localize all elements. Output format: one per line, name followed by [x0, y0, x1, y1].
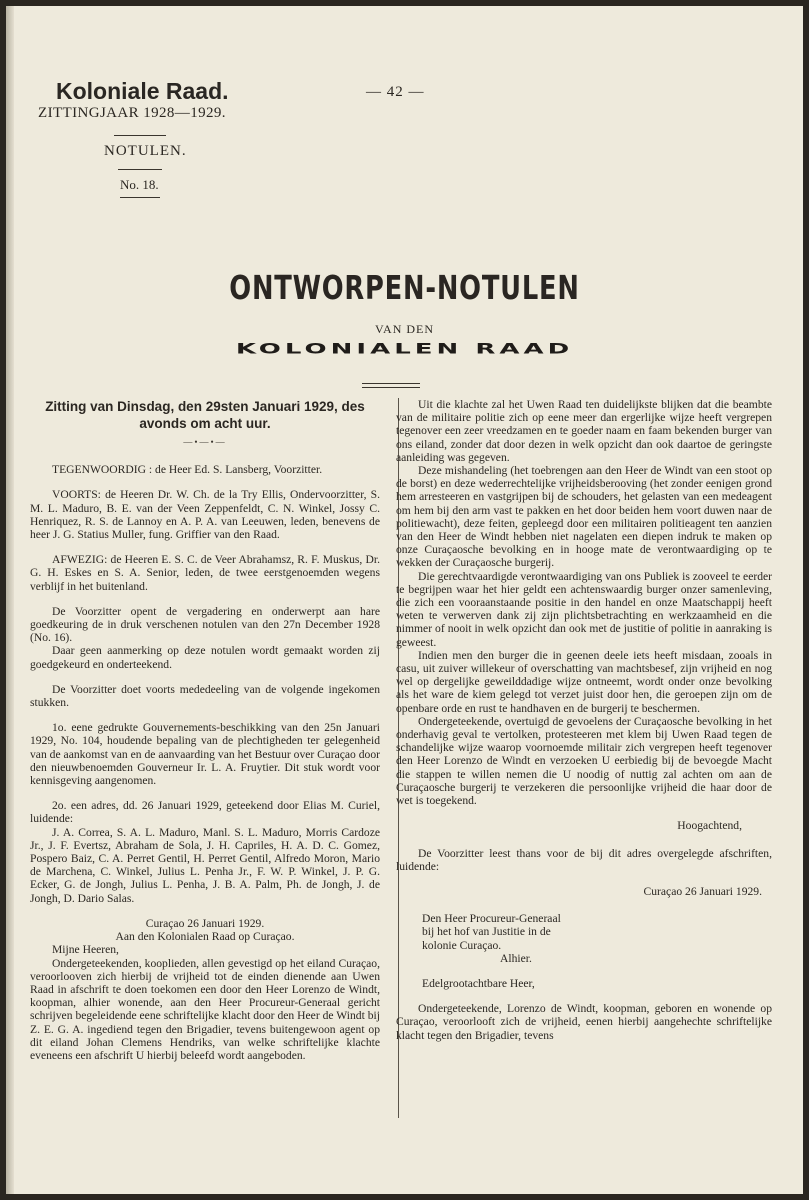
paragraph-item-2: 2o. een adres, dd. 26 Januari 1929, geteekend door Elias M. Curiel, luidende:	[30, 799, 380, 826]
letter-salutation: Mijne Heeren,	[52, 943, 119, 957]
document-page	[6, 6, 803, 1194]
complaint-paragraph-3: Die gerechtvaardigde verontwaardiging van ons Publiek is zooveel te eerder te begrijpen waar het hier geldt een achtenswaardig burger onzer samenleving, die zich een vooraanstaande positie in den handel en onze Maatschappij heeft weten te verwerven dank zij zijn plichtsbetrachting en werkzaamheid en die nimmer of nooit in welk opzicht dan ook met de justitie of politie in aanraking is geweest.	[396, 569, 772, 649]
notulen-label: NOTULEN.	[104, 143, 187, 159]
session-heading: Zitting van Dinsdag, den 29sten Januari 1929, des avonds om acht uur.	[45, 399, 365, 431]
copy-salutation: Edelgrootachtbare Heer,	[422, 976, 535, 990]
address-line-1: Den Heer Procureur-Generaal	[422, 912, 561, 926]
signatories-list: J. A. Correa, S. A. L. Maduro, Manl. S. L. Maduro, Morris Cardoze Jr., J. F. Evertsz, Abraham de Sola, J. H. Capriles, H. A. D. C. Gomez, Pospero Baiz, C. A. Perret Gentil, H. Perret Gentil, Alfredo Moron, Mario de Marchena, C. Winkel, Julius L. Penha Jr., F. W. P. Winkel, J. P. G. Ecker, G. de Jongh, Julius L. Penha, J. B. A. Palm, Ph. de Jongh, J. de Jongh, D. Dario Salas.	[30, 825, 380, 905]
paragraph-opening: De Voorzitter opent de vergadering en onderwerpt aan hare goedkeuring de in druk verschenen notulen van den 27n December 1928 (No. 16).	[30, 604, 380, 645]
page-number: — 42 —	[366, 84, 425, 100]
letter-closing: Hoogachtend,	[677, 819, 742, 833]
title-double-rule	[362, 383, 420, 388]
subtitle-van-den: VAN DEN	[374, 322, 435, 336]
masthead-rule	[118, 169, 162, 170]
masthead-title: Koloniale Raad.	[56, 78, 229, 104]
address-line-4: Alhier.	[500, 951, 532, 965]
right-column	[396, 398, 772, 1042]
masthead-rule	[120, 197, 160, 198]
chair-reads-copies: De Voorzitter leest thans voor de bij dit adres overgelegde afschriften, luidende:	[396, 846, 772, 873]
letter-date: Curaçao 26 Januari 1929.	[145, 916, 265, 930]
address-line-2: bij het hof van Justitie in de	[422, 925, 551, 939]
complaint-paragraph-1: Uit die klachte zal het Uwen Raad ten duidelijkste blijken dat die beambte van de militaire politie zich op eene meer dan ergerlijke wijze heeft vergrepen tegenover een zeer vreedzamen en te goeder naam en faam bekenden burger van ons eiland, zonder dat door dezen in welk opzicht dan ook daartoe de geringste aanleiding was gegeven.	[396, 398, 772, 464]
main-title: ONTWORPEN-NOTULEN	[229, 268, 580, 307]
paragraph-approval: Daar geen aanmerking op deze notulen wordt gemaakt worden zij goedgekeurd en onderteekend.	[30, 644, 380, 671]
letter-body: Ondergeteekenden, kooplieden, allen gevestigd op het eiland Curaçao, veroorlooven zich hierbij de vrijheid tot de einden dienende aan Uwen Raad in afschrift te doen toekomen een door den Heer Lorenzo de Windt, koopman, alhier wonende, aan den Heer Procureur-Generaal gericht schrijven begeleidende eene schriftelijke klacht door den Heer de Windt bij Z. E. G. A. ingediend tegen den Brigadier, tevens buitengewoon agent op dit eiland Johan Clemens Hendriks, van welke schriftelijke klachte eveneens een afschrift U hierbij beleefd wordt aangeboden.	[30, 956, 380, 1062]
complaint-paragraph-5: Ondergeteekende, overtuigd de gevoelens der Curaçaosche bevolking in het onderhavig geval te vertolken, protesteeren met klem bij Uwen Raad tegen de schandelijke wijze waarop voornoemde militair zich vergrepen heeft tegenover den Heer Lorenzo de Windt en verzoeken U eerbiedig bij de bevoegde Macht die stappen te willen nemen die U noodig of nuttig zal achten om aan de Curaçaosche burgerij te verzekeren die persoonlijke vrijheid die haar door de wet is toegekend.	[396, 714, 772, 808]
attendance-absent: AFWEZIG: de Heeren E. S. C. de Veer Abrahamsz, R. F. Muskus, Dr. G. H. Eskes en S. A. Senior, leden, de twee eerstgenoemden wegens verblijf in het buitenland.	[30, 553, 380, 593]
attendance-present: TEGENWOORDIG : de Heer Ed. S. Lansberg, Voorzitter.	[52, 463, 323, 477]
issue-number: No. 18.	[120, 177, 159, 192]
left-column	[30, 398, 380, 1074]
letter-addressee: Aan den Kolonialen Raad op Curaçao.	[115, 930, 295, 944]
attendance-members: VOORTS: de Heeren Dr. W. Ch. de la Try Ellis, Ondervoorzitter, S. M. L. Maduro, B. E. van der Veen Zeppenfeldt, C. N. Winkel, Jossy C. Henriquez, R. S. de Lannoy en A. P. A. van Leeuwen, leden, benevens de heer J. G. Statius Muller, fung. Griffier van den Raad.	[30, 488, 380, 542]
heading-ornament: —•—•—	[183, 437, 227, 447]
page-binding-edge	[6, 6, 14, 1194]
copy-body: Ondergeteekende, Lorenzo de Windt, koopman, geboren en wonende op Curaçao, veroorlooft zich de vrijheid, eenen hierbij aangehechte schriftelijke klacht tegen den Brigadier, tevens	[396, 1002, 772, 1042]
paragraph-item-1: 1o. eene gedrukte Gouvernements-beschikking van den 25n Januari 1929, No. 104, houdende bepaling van de plechtigheden ter gelegenheid van de aankomst van en de aanvaarding van het Bestuur over Curaçao door den nieuwbenoemden Gouverneur Ir. L. A. Fruytier. Dit stuk wordt voor kennisgeving aangenomen.	[30, 721, 380, 788]
address-line-3: kolonie Curaçao.	[422, 938, 502, 952]
complaint-paragraph-2: Deze mishandeling (het toebrengen aan den Heer de Windt van een stoot op de borst) en deze wederrechtelijke vrijheidsberooving (het zonder eenigen grond hem arresteeren en vastgrijpen bij de schouders, het gelasten van een medeagent om hem bij den arm vast te pakken en het door beiden hem voort duwen naar de politiewacht), deze feiten, gepleegd door een militairen politieagent ten aanzien van den Heer de Windt hebben niet nagelaten een diepen indruk te maken op onze Curaçaosche bevolking en in hooge mate de verontwaardiging op te wekken der Curaçaosche burgerij.	[396, 464, 772, 570]
council-title: KOLONIALEN RAAD	[235, 341, 574, 358]
session-year: ZITTINGJAAR 1928—1929.	[38, 105, 226, 121]
complaint-paragraph-4: Indien men den burger die in geenen deele iets heeft misdaan, zooals in casu, uit zuiver willekeur of overschatting van machtsbesef, zijn vrijheid en nog wel op dergelijke geweilddadige wijze ontneemt, wordt onder onze bevolking als het ware de kiem gelegd tot verzet juist door hen, die geroepen zijn om de openbare orde en rust te handhaven en de burgerij te beschermen.	[396, 648, 772, 715]
masthead-rule	[114, 135, 166, 136]
paragraph-incoming: De Voorzitter doet voorts mededeeling van de volgende ingekomen stukken.	[30, 682, 380, 710]
copy-date: Curaçao 26 Januari 1929.	[643, 884, 762, 898]
